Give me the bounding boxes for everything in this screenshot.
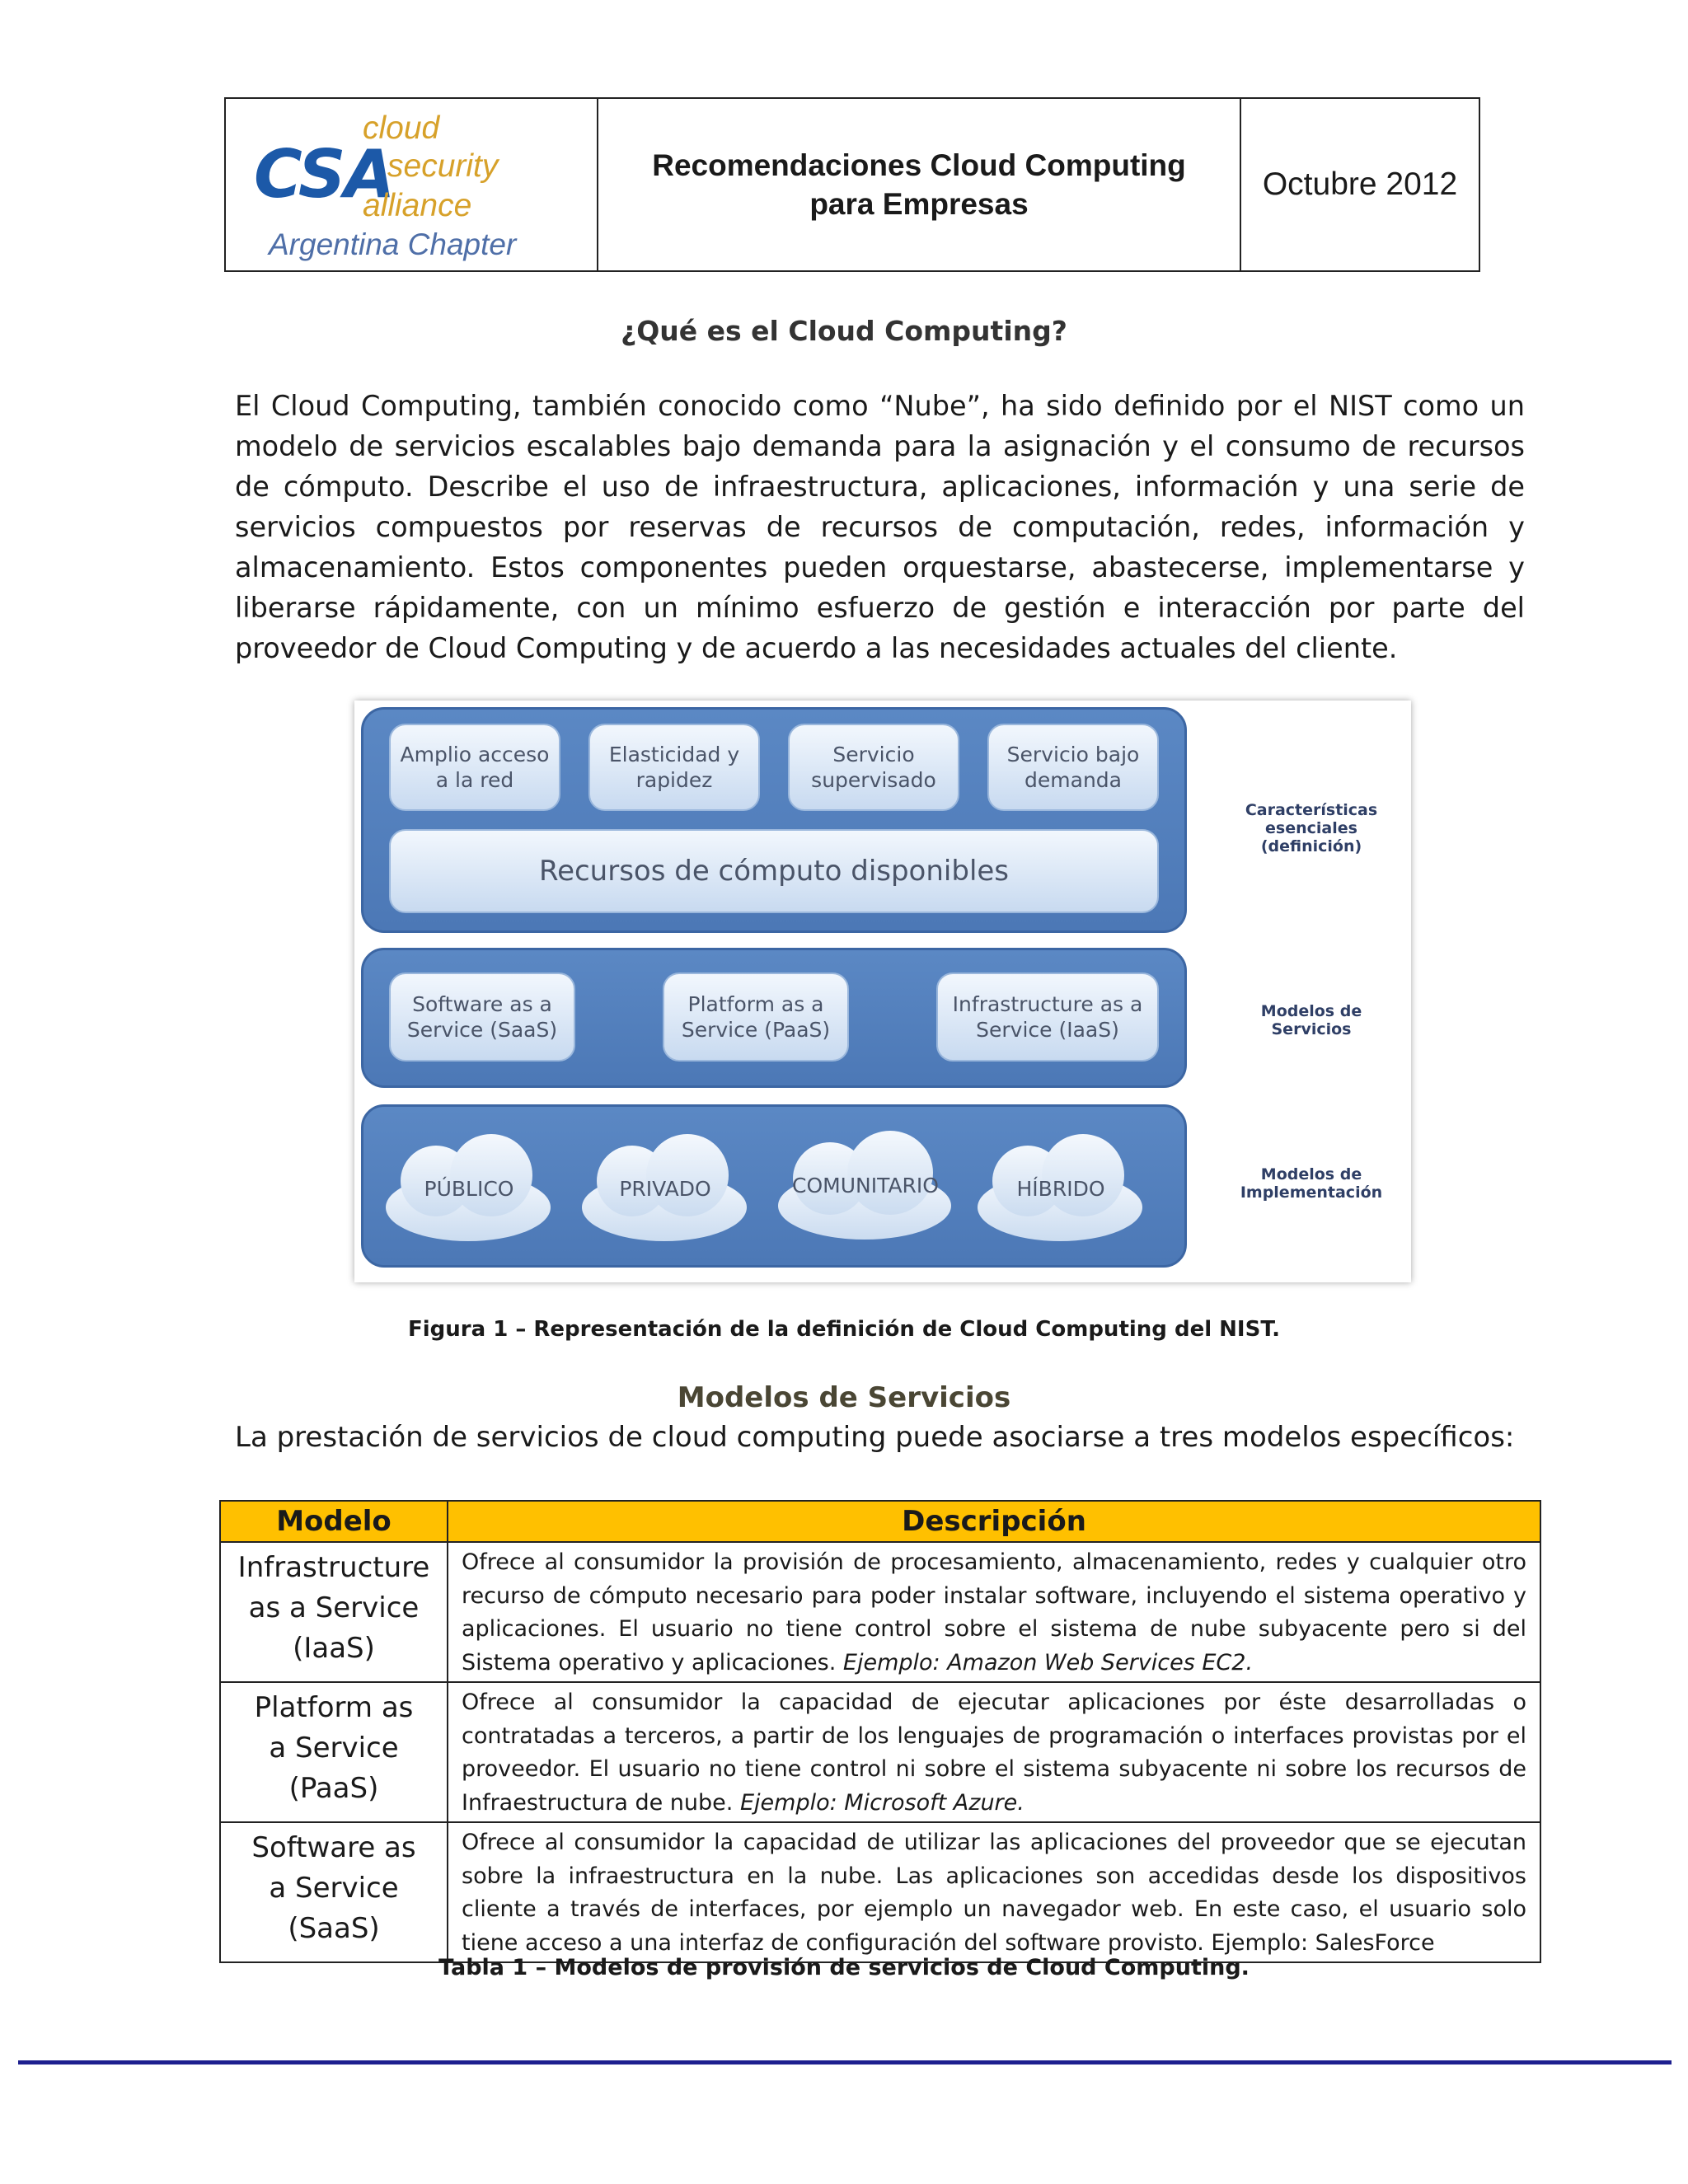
logo-word-alliance: alliance xyxy=(363,188,472,223)
model-name-saas: Software as a Service (SaaS) xyxy=(251,1831,416,1945)
description-example: Ejemplo: Microsoft Azure. xyxy=(739,1789,1025,1816)
description-text: Ofrece al consumidor la capacidad de utilizar las aplicaciones del proveedor que se ejecutan sobre la infraestructura en la nube. Las aplicaciones son accedidas desde los dispositivos cliente a través de interfaces, por ejemplo un navegador web. En este caso, el usuario solo tiene acceso a una interfaz de configuración del software provisto. Ejemplo: SalesForce xyxy=(462,1830,1526,1956)
csa-logo xyxy=(226,99,598,270)
service-models-intro: La prestación de servicios de cloud computing puede asociarse a tres modelos específicos: xyxy=(235,1421,1515,1454)
column-header-model: Modelo xyxy=(220,1501,448,1542)
service-models-table xyxy=(219,1500,1541,1963)
document-header xyxy=(224,97,1480,272)
document-date: Octubre 2012 xyxy=(1262,166,1458,202)
deployment-community-label: COMUNITARIO xyxy=(792,1173,939,1197)
deployment-private-label: PRIVADO xyxy=(619,1176,711,1201)
footer-rule xyxy=(18,2060,1672,2064)
description-text: Ofrece al consumidor la capacidad de ejecutar aplicaciones por éste desarrolladas o contratadas a terceros, a partir de los lenguajes de programación o interfaces provistas por el proveedor. El usuario no tiene control ni sobre el sistema subyacente ni sobre los recursos de Infraestructura de nube. xyxy=(462,1690,1526,1816)
model-cell xyxy=(220,1682,448,1822)
service-model-saas: Software as a Service (SaaS) xyxy=(389,972,575,1062)
label-service-models: Modelos de Servicios xyxy=(1260,1002,1362,1038)
service-model-paas: Platform as a Service (PaaS) xyxy=(663,972,849,1062)
logo-word-security: security xyxy=(387,148,499,184)
table-caption: Tabla 1 – Modelos de provisión de servicios de Cloud Computing. xyxy=(438,1955,1250,1980)
model-name-paas: Platform as a Service (PaaS) xyxy=(254,1691,414,1805)
deployment-public-label: PÚBLICO xyxy=(424,1176,514,1201)
figure-caption: Figura 1 – Representación de la definición de Cloud Computing del NIST. xyxy=(408,1317,1280,1342)
description-cell xyxy=(448,1822,1540,1962)
section-title-service-models: Modelos de Servicios xyxy=(677,1381,1011,1414)
intro-paragraph: El Cloud Computing, también conocido como “Nube”, ha sido definido por el NIST como un modelo de servicios escalables bajo demanda para la asignación y el consumo de recursos de cómputo. Describe el uso de infraestructura, aplicaciones, información y una serie de servicios compuestos por reservas de recursos de computación, redes, información y almacenamiento. Estos componentes pueden orquestarse, abastecerse, implementarse y liberarse rápidamente, con un mínimo esfuerzo de gestión e interacción por parte del proveedor de Cloud Computing y de acuerdo a las necesidades actuales del cliente. xyxy=(235,390,1525,664)
description-cell xyxy=(448,1682,1540,1822)
label-deployment-models: Modelos de Implementación xyxy=(1240,1165,1383,1202)
label-essential-characteristics: Características esenciales (definición) xyxy=(1245,801,1378,855)
table-row xyxy=(220,1682,1540,1822)
description-example: Ejemplo: Amazon Web Services EC2. xyxy=(842,1649,1254,1675)
characteristic-on-demand: Servicio bajo demanda xyxy=(987,724,1159,811)
nist-definition-figure xyxy=(354,701,1411,1282)
characteristic-broad-network-access: Amplio acceso a la red xyxy=(389,724,560,811)
model-cell xyxy=(220,1822,448,1962)
deployment-public-cloud xyxy=(382,1131,556,1246)
description-text: Ofrece al consumidor la provisión de procesamiento, almacenamiento, redes y cualquier otro recurso de cómputo necesario para poder instalar software, incluyendo el sistema operativo y aplicaciones. El usuario no tiene control sobre el sistema de nube subyacente pero si del Sistema operativo y aplicaciones. xyxy=(462,1549,1526,1675)
resource-pool: Recursos de cómputo disponibles xyxy=(389,829,1159,913)
deployment-hybrid-label: HÍBRIDO xyxy=(1016,1176,1105,1201)
column-header-description: Descripción xyxy=(448,1501,1540,1542)
deployment-community-cloud xyxy=(775,1127,956,1243)
description-cell xyxy=(448,1542,1540,1682)
characteristic-measured-service: Servicio supervisado xyxy=(788,724,959,811)
table-row xyxy=(220,1542,1540,1682)
document-date-cell xyxy=(1241,99,1479,270)
document-title-cell xyxy=(598,99,1241,270)
logo-word-cloud: cloud xyxy=(363,110,440,146)
service-model-iaas: Infrastructure as a Service (IaaS) xyxy=(936,972,1159,1062)
document-title: Recomendaciones Cloud Computing para Empresas xyxy=(652,148,1186,221)
deployment-private-cloud xyxy=(579,1131,752,1246)
table-row xyxy=(220,1822,1540,1962)
table-header-row xyxy=(220,1501,1540,1542)
model-name-iaas: Infrastructure as a Service (IaaS) xyxy=(237,1551,430,1665)
model-cell xyxy=(220,1542,448,1682)
deployment-hybrid-cloud xyxy=(974,1131,1147,1246)
section-title-cloud-computing: ¿Qué es el Cloud Computing? xyxy=(621,315,1067,347)
characteristic-elasticity: Elasticidad y rapidez xyxy=(588,724,760,811)
logo-mark: CSA xyxy=(254,136,394,213)
logo-chapter: Argentina Chapter xyxy=(269,227,517,261)
